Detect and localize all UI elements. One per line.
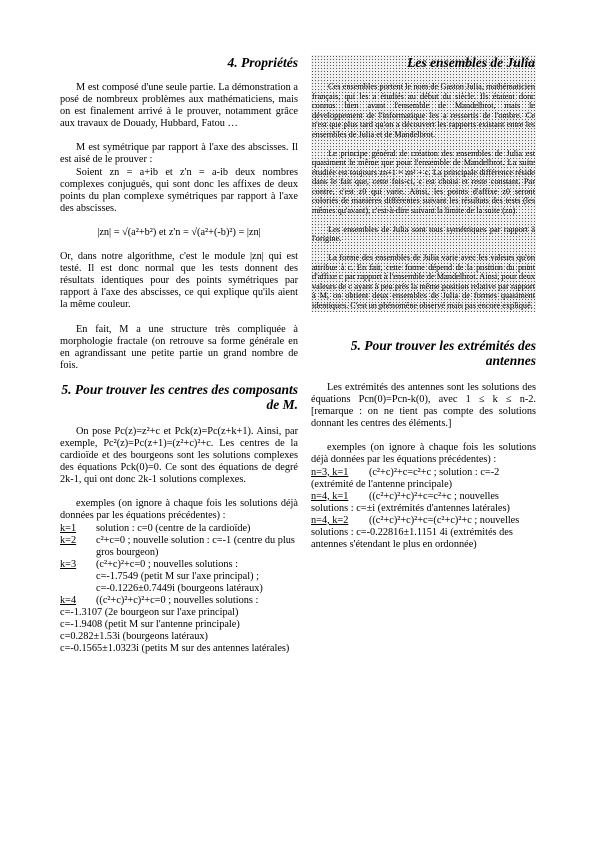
- paragraph-antennas: Les extrémités des antennes sont les solutions des équations Pcn(0)=Pcn-k(0), avec 1 ≤ k ≤ n-2. [remarque : on ne tient pas compte des solutions donnant les centres des éléments.]: [311, 382, 536, 430]
- paragraph-conjugates: Soient zn = a+ib et z'n = a-ib deux nombres complexes conjugués, qui sont donc les affixes de deux points du plan complexe symétriques par rapport à l'axe des abscisses.: [60, 166, 298, 214]
- paragraph-fractal: En fait, M a une structure très compliquée à morphologie fractale (on retrouve sa forme générale en en agrandissant une petite partie un grand nombre de fois.: [60, 323, 298, 371]
- example-label: n=4, k=2: [311, 514, 349, 526]
- antenna-examples: [311, 467, 536, 552]
- example-row: [60, 535, 298, 559]
- paragraph-connected: M est composé d'une seule partie. La démonstration a posé de nombreux problèmes aux mathématiciens, mais on est finalement arrivé à le prouver, notamment grâce aux travaux de Douady, Hubbard, Fatou …: [60, 82, 298, 130]
- example-text: ((c²+c)²+c)²+c=0 ; nouvelles solutions :: [96, 595, 259, 607]
- example-text: c²+c=0 ; nouvelle solution : c=-1 (centre du plus gros bourgeon): [96, 534, 295, 558]
- paragraph-algorithm: Or, dans notre algorithme, c'est le module |zn| qui est testé. Il est donc normal que les tests donnent des résultats identiques pour des points symétriques par rapport à l'axe des abscisses, ce qui explique qu'ils aient la même couleur.: [60, 251, 298, 311]
- example-text: (c²+c)²+c=c²+c ; solution : c=-2 (extrémité de l'antenne principale): [311, 466, 500, 490]
- julia-sidebar-box: [311, 55, 536, 312]
- julia-paragraph: Le principe général de création des ensembles de Julia est quasiment le même que pour l'ensemble de Mandelbrot. La suite étudiée est toujours zn+1 = zn² + c. La principale différence réside dans le fait que, cette fois-ci, c est choisi et reste constant. Par contre, c'est z0 qui varie. Ainsi, les points d'affixe z0 seront coloriés de manières différentes suivant les résultats des tests (les mêmes qu'avant), c'est-à-dire suivant la limite de la suite (zn).: [312, 148, 535, 215]
- example-label: n=3, k=1: [311, 466, 349, 478]
- julia-paragraph: Les ensembles de Julia sont tous symétriques par rapport à l'origine.: [312, 224, 535, 243]
- k4-solution: c=-0.1565±1.0323i (petits M sur des antennes latérales): [60, 643, 290, 655]
- example-label: k=3: [60, 558, 77, 570]
- example-label: n=4, k=1: [311, 490, 349, 502]
- k3-solution: c=-0.1226±0.7449i (bourgeons latéraux): [96, 583, 263, 594]
- section-4-title: 4. Propriétés: [227, 55, 298, 70]
- section-5-antennas-title: 5. Pour trouver les extrémités des antennes: [350, 338, 536, 368]
- example-text: ((c²+c)²+c)²+c=c²+c ; nouvelles solutions : c=±i (extrémités d'antennes latérales): [311, 490, 510, 514]
- example-text: (c²+c)²+c=0 ; nouvelles solutions :: [96, 558, 238, 570]
- k4-solution: c=-1.3107 (2e bourgeon sur l'axe principal): [60, 607, 239, 619]
- k4-solution: c=0.282±1.53i (bourgeons latéraux): [60, 631, 208, 643]
- example-row: [60, 523, 298, 535]
- examples-list: [60, 523, 298, 656]
- julia-title: Les ensembles de Julia: [407, 55, 535, 70]
- example-item: [311, 467, 536, 491]
- paragraph-symmetry: M est symétrique par rapport à l'axe des abscisses. Il est aisé de le prouver :: [60, 142, 298, 166]
- right-column: [311, 55, 536, 551]
- example-text: ((c²+c)²+c)²+c=(c²+c)²+c ; nouvelles solutions : c=-0.22816±1.1151 4i (extrémités des antennes s'étendant le plus en ordonnée): [311, 514, 520, 551]
- example-row: [60, 559, 298, 571]
- paragraph-centres: On pose Pc(z)=z²+c et Pck(z)=Pc(z+k+1). Ainsi, par exemple, Pc²(z)=Pc(z+1)=(z²+c)²+c. Les centres de la cardioïde et des bourgeons sont les solutions complexes des équations Pck(0)=0. Ce sont des équations de degré 2k-1, qui ont donc 2k-1 solutions complexes.: [60, 425, 298, 486]
- k4-solution: c=-1.9408 (petit M sur l'antenne principale): [60, 619, 240, 631]
- left-column: [60, 55, 298, 656]
- example-row: [60, 595, 298, 607]
- example-item: [311, 515, 536, 551]
- section-5-title: 5. Pour trouver les centres des composants de M.: [61, 381, 298, 412]
- example-text: solution : c=0 (centre de la cardioïde): [96, 522, 251, 534]
- modulus-formula: |zn| = √(a²+b²) et z'n = √(a²+(-b)²) = |zn|: [97, 226, 261, 238]
- julia-paragraph: Ces ensembles portent le nom de Gaston Julia, mathématicien français, qui les a étudiés au début du siècle. Ils étaient donc connus bien avant l'ensemble de Mandelbrot, mais le développement de l'informatique les a ressortis de l'ombre. Ce n'est que plus tard qu'on a découvert les rapports existant entre les ensembles de Julia et de Mandelbrot.: [312, 82, 535, 139]
- paragraph-examples-intro: exemples (on ignore à chaque fois les solutions déjà données par les équations précédentes) :: [60, 498, 298, 522]
- example-label: k=4: [60, 595, 77, 607]
- example-label: k=1: [60, 522, 77, 534]
- k3-solution: c=-1.7549 (petit M sur l'axe principal) ;: [96, 570, 259, 582]
- julia-paragraph: La forme des ensembles de Julia varie avec les valeurs qu'on attribue à c. En fait, cette forme dépend de la position du point d'affixe c par rapport à l'ensemble de Mandelbrot. Ainsi, pour deux valeurs de c ayant à peu près la même position relative par rapport à M, on obtient deux ensembles de Julia de formes quasiment identiques. C'est un phénomène observé mais pas encore expliqué.: [312, 253, 535, 310]
- example-item: [311, 491, 536, 515]
- paragraph-examples-intro: exemples (on ignore à chaque fois les solutions déjà données par les équations précédentes) :: [311, 442, 536, 466]
- example-label: k=2: [60, 534, 77, 546]
